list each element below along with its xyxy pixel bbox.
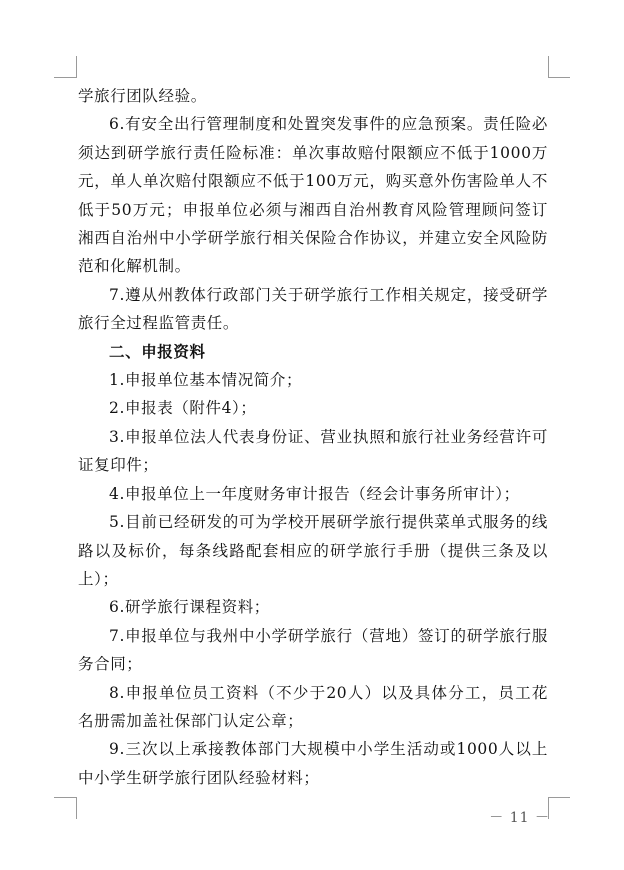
- paragraph-material-7: 7.申报单位与我州中小学研学旅行（营地）签订的研学旅行服务合同；: [78, 626, 548, 674]
- paragraph-material-8: 8.申报单位员工资料（不少于20人）以及具体分工，员工花名册需加盖社保部门认定公章；: [78, 683, 548, 730]
- paragraph-item-6-safety: 6.有安全出行管理制度和处置突发事件的应急预案。责任险必须达到研学旅行责任险标准：单次事故赔付限额应不低于1000万元，单人单次赔付限额应不低于100万元，购买意外伤害险单人不低于50万元；申报单位必须与湘西自治州教育风险管理顾问签订湘西自治州中小学研学旅行相关保险合作协议，并建立安全风险防范和化解机制。: [78, 115, 548, 276]
- paragraph-item-7-supervision: 7.遵从州教体行政部门关于研学旅行工作相关规定，接受研学旅行全过程监管责任。: [78, 285, 548, 333]
- paragraph-continuation: 学旅行团队经验。: [78, 87, 207, 105]
- body-text: [78, 82, 548, 792]
- paragraph-material-6: 6.研学旅行课程资料；: [109, 598, 270, 617]
- paragraph-material-5: 5.目前已经研发的可为学校开展研学旅行提供菜单式服务的线路以及标价，每条线路配套相应的研学旅行手册（提供三条及以上）；: [78, 513, 548, 588]
- paragraph-material-1: 1.申报单位基本情况简介；: [109, 371, 303, 390]
- paragraph-material-4: 4.申报单位上一年度财务审计报告（经会计事务所审计）；: [109, 484, 520, 503]
- section-heading-application-materials: 二、申报资料: [109, 342, 206, 361]
- paragraph-material-9: 9.三次以上承接教体部门大规模中小学生活动或1000人以上中小学生研学旅行团队经验材料；: [78, 740, 548, 787]
- page-number: － 11 －: [489, 810, 550, 826]
- paragraph-material-2: 2.申报表（附件4）；: [109, 399, 257, 418]
- paragraph-material-3: 3.申报单位法人代表身份证、营业执照和旅行社业务经营许可证复印件；: [78, 427, 548, 475]
